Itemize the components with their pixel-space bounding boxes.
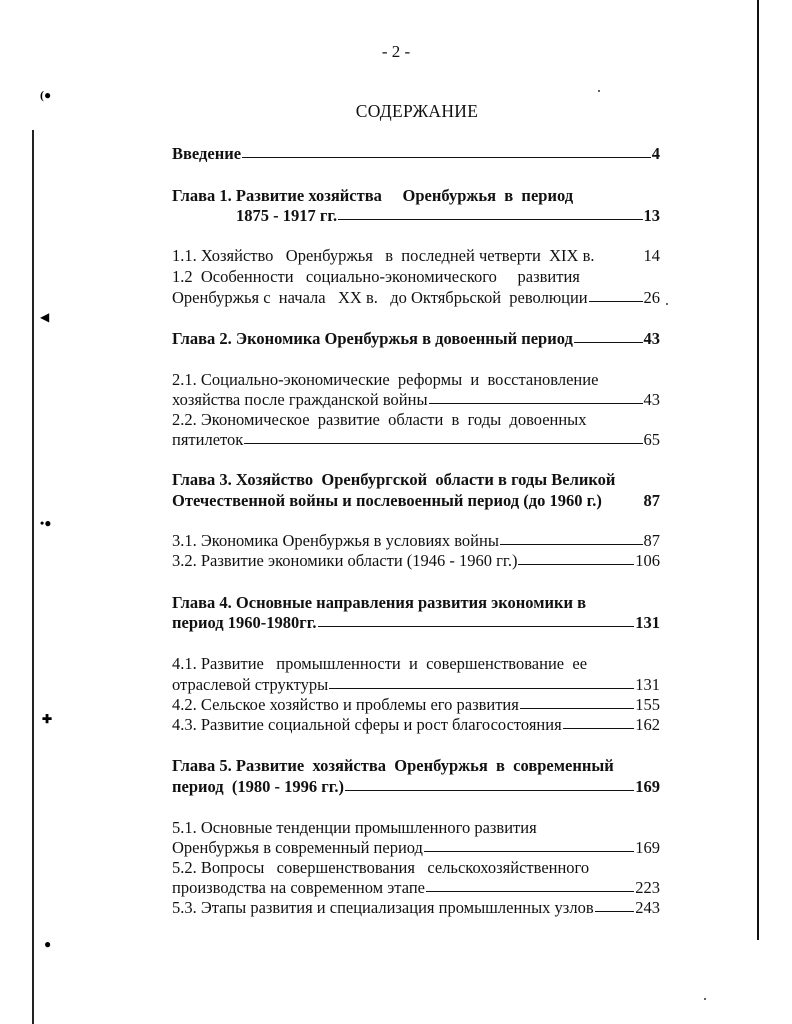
toc-section-5-3[interactable]: 5.3. Этапы развития и специализация промышленных узлов 243: [172, 898, 660, 917]
leader-line: [520, 694, 634, 709]
page-ref: 26: [643, 288, 660, 307]
toc-chapter-2[interactable]: Глава 2. Экономика Оренбуржья в довоенный период 43: [172, 329, 660, 348]
toc-chapter-5-heading[interactable]: Глава 5. Развитие хозяйства Оренбуржья в современный: [172, 756, 614, 775]
page-ref: 169: [635, 777, 660, 796]
leader-line: [563, 714, 635, 729]
page-ref: 169: [635, 838, 660, 857]
page-ref: 162: [635, 715, 660, 734]
toc-section-5-1[interactable]: Оренбуржья в современный период 169: [172, 838, 660, 857]
leader-line: [574, 328, 643, 343]
toc-chapter-1[interactable]: 1875 - 1917 гг. 13: [236, 206, 660, 225]
toc-section-4-1-line1[interactable]: 4.1. Развитие промышленности и совершенствование ее: [172, 654, 588, 673]
toc-section-1-1[interactable]: 1.1. Хозяйство Оренбуржья в последней четверти XIX в. 14: [172, 246, 660, 265]
scan-artifact: ✚: [42, 712, 53, 726]
page-ref: 43: [643, 329, 660, 348]
scan-speck: [704, 998, 706, 1000]
page-ref: 106: [635, 551, 660, 570]
toc-section-1-2[interactable]: Оренбуржья с начала XX в. до Октябрьской революции 26: [172, 288, 660, 307]
scan-speck: [666, 303, 668, 305]
toc-chapter-4-heading[interactable]: Глава 4. Основные направления развития экономики в: [172, 593, 587, 612]
leader-line: [242, 143, 651, 158]
toc-section-4-3[interactable]: 4.3. Развитие социальной сферы и рост благосостояния 162: [172, 715, 660, 734]
page-ref: 87: [643, 491, 660, 510]
toc-section-3-1[interactable]: 3.1. Экономика Оренбуржья в условиях войны 87: [172, 531, 660, 550]
page-ref: 43: [643, 390, 660, 409]
leader-line: [518, 550, 634, 565]
toc-section-2-2[interactable]: пятилеток 65: [172, 430, 660, 449]
leader-line: [589, 287, 643, 302]
leader-line: [424, 837, 634, 852]
scan-artifact: (●: [40, 88, 52, 102]
scan-artifact: ◀: [40, 310, 50, 324]
page-ref: 13: [643, 206, 660, 225]
toc-section-2-1[interactable]: хозяйства после гражданской войны 43: [172, 390, 660, 409]
toc-chapter-4[interactable]: период 1960-1980гг. 131: [172, 613, 660, 632]
leader-line: [429, 389, 643, 404]
toc-chapter-3[interactable]: Отечественной войны и послевоенный период (до 1960 г.) 87: [172, 491, 660, 510]
leader-line: [318, 612, 635, 627]
toc-section-2-1-line1[interactable]: 2.1. Социально-экономические реформы и восстановление: [172, 370, 599, 389]
toc-chapter-3-heading[interactable]: Глава 3. Хозяйство Оренбургской области в годы Великой: [172, 470, 616, 489]
leader-line: [426, 877, 634, 892]
leader-line: [345, 776, 634, 791]
page-ref: 155: [635, 695, 660, 714]
toc-section-2-2-line1[interactable]: 2.2. Экономическое развитие области в годы довоенных: [172, 410, 587, 429]
toc-entry-introduction[interactable]: Введение 4: [172, 144, 660, 163]
leader-line: [329, 674, 634, 689]
page-ref: 131: [635, 675, 660, 694]
toc-section-3-2[interactable]: 3.2. Развитие экономики области (1946 - 1960 гг.) 106: [172, 551, 660, 570]
page-ref: 243: [635, 898, 660, 917]
page-ref: 223: [635, 878, 660, 897]
toc-chapter-1-heading[interactable]: Глава 1. Развитие хозяйства Оренбуржья в период: [172, 186, 574, 205]
page-ref: 4: [651, 144, 660, 163]
toc-section-5-1-line1[interactable]: 5.1. Основные тенденции промышленного развития: [172, 818, 537, 837]
toc-section-5-2-line1[interactable]: 5.2. Вопросы совершенствования сельскохозяйственного: [172, 858, 590, 877]
page-ref: 14: [643, 246, 660, 265]
leader-line: [244, 429, 642, 444]
scan-border-left: [32, 130, 34, 1024]
toc-section-4-1[interactable]: отраслевой структуры 131: [172, 675, 660, 694]
leader-line: [595, 897, 635, 912]
page-ref: 65: [643, 430, 660, 449]
scan-speck: [598, 90, 600, 92]
leader-line: [500, 530, 643, 545]
page-ref: 87: [643, 531, 660, 550]
toc-section-1-2-line1[interactable]: 1.2 Особенности социально-экономического развития: [172, 267, 580, 286]
toc-chapter-5[interactable]: период (1980 - 1996 гг.) 169: [172, 777, 660, 796]
leader-line: [338, 205, 642, 220]
page-ref: 131: [635, 613, 660, 632]
scan-border-right: [757, 0, 759, 940]
page-number: - 2 -: [381, 42, 411, 61]
toc-section-5-2[interactable]: производства на современном этапе 223: [172, 878, 660, 897]
scan-artifact: •●: [40, 516, 52, 530]
scan-artifact: ●: [44, 937, 52, 951]
toc-section-4-2[interactable]: 4.2. Сельское хозяйство и проблемы его развития 155: [172, 695, 660, 714]
toc-title: СОДЕРЖАНИЕ: [355, 101, 479, 121]
